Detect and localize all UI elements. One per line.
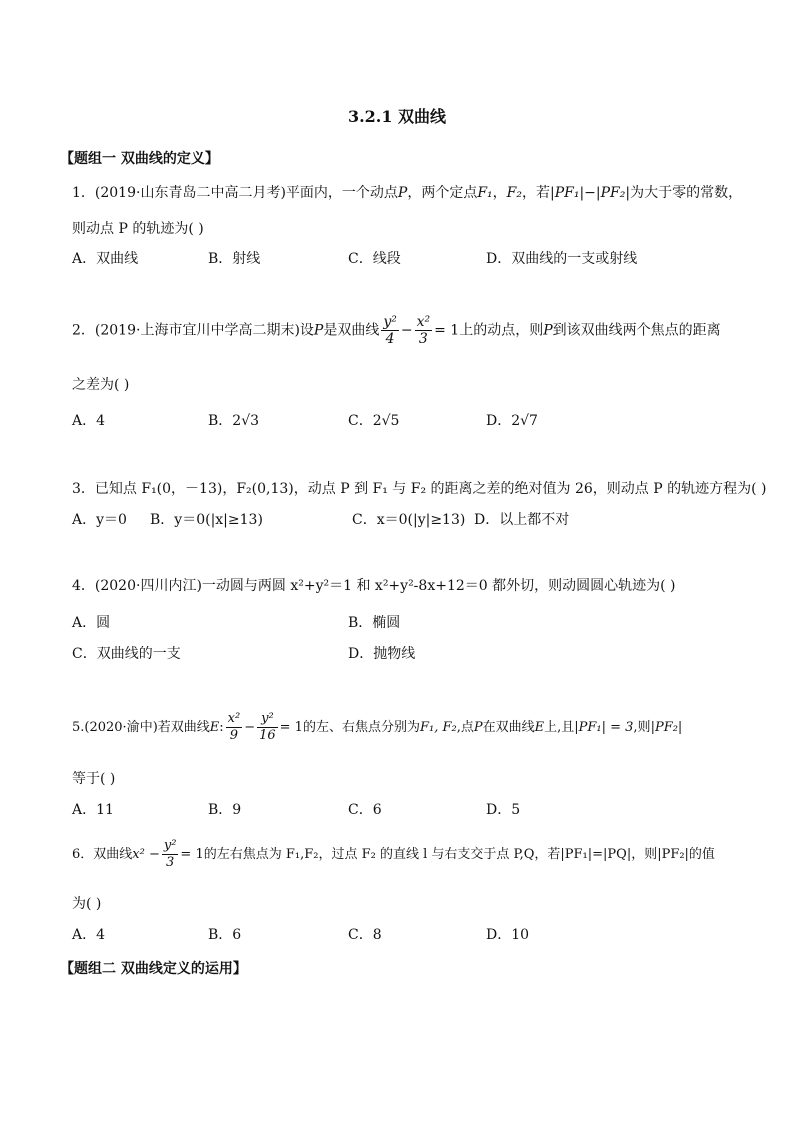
question-6-line-1: 6．双曲线x² − $\frac{\text{y²}}{3}$ = 1的左右焦点为 F₁,F₂，过点 F₂ 的直线 l 与右支交于点 P,Q，若|PF₁|=|PQ|，则|PF₂|的值 — [72, 838, 715, 870]
q2-option-a: A．4 — [72, 413, 106, 429]
page-title: 3.2.1 双曲线 — [347, 107, 447, 126]
q4-option-a: A．圆 — [72, 615, 111, 631]
q6-option-a: A．4 — [72, 927, 106, 943]
q1-option-b: B．射线 — [208, 251, 261, 267]
question-5-line-1: 5.(2020·渝中)若双曲线E: $\frac{\text{x²}}{9}$ − $\frac{\text{y²}}{16}$ = 1的左、右焦点分别为F₁, F₂,点P在双曲线E上,且|PF₁| = 3,则|PF₂| — [72, 711, 683, 743]
q5-option-b: B．9 — [208, 802, 242, 818]
fraction-x2-over-9: $\frac{\text{x²}}{9}$ — [227, 711, 241, 743]
question-5-line-2: 等于( ) — [72, 771, 116, 787]
q4-option-b: B．椭圆 — [348, 615, 401, 631]
q3-option-c: C．x＝0(|y|≥13) — [352, 512, 466, 528]
question-1-line-1: 1．(2019·山东青岛二中高二月考)平面内，一个动点P，两个定点F₁，F₂，若|PF₁|−|PF₂|为大于零的常数， — [72, 185, 743, 201]
question-6-line-2: 为( ) — [72, 896, 102, 912]
q1-option-a: A．双曲线 — [72, 251, 139, 267]
q5-option-a: A．11 — [72, 802, 114, 818]
q5-option-c: C．6 — [348, 802, 382, 818]
fraction-y2-over-16: $\frac{\text{y²}}{16}$ — [259, 711, 276, 743]
q1-option-c: C．线段 — [348, 251, 401, 267]
q1-option-d: D．双曲线的一支或射线 — [486, 251, 638, 267]
question-3-line-1: 3．已知点 F₁(0，－13)，F₂(0,13)，动点 P 到 F₁ 与 F₂ 的距离之差的绝对值为 26，则动点 P 的轨迹方程为( ) — [72, 481, 767, 497]
fraction-y2-over-3: $\frac{\text{y²}}{3}$ — [163, 838, 177, 870]
q4-option-d: D．抛物线 — [348, 646, 416, 662]
q5-option-d: D．5 — [486, 802, 521, 818]
q2-option-c: C．2√5 — [348, 413, 400, 429]
q2-option-d: D．2√7 — [486, 413, 538, 429]
q3-option-b: B．y＝0(|x|≥13) — [150, 512, 263, 528]
section-heading-2: 【题组二 双曲线定义的运用】 — [60, 961, 247, 977]
section-heading-1: 【题组一 双曲线的定义】 — [60, 151, 219, 167]
question-2-line-2: 之差为( ) — [72, 377, 130, 393]
question-2-line-1: 2．(2019·上海市宜川中学高二期末)设P是双曲线 $\frac{\text{y²}}{4}$ − $\frac{\text{x²}}{3}$ = 1上的动点，则P到该双曲线两个焦点的距离 — [72, 314, 721, 347]
q3-option-a: A．y＝0 — [72, 512, 127, 528]
question-4-line-1: 4．(2020·四川内江)一动圆与两圆 x²+y²＝1 和 x²+y²-8x+12＝0 都外切，则动圆圆心轨迹为( ) — [72, 578, 676, 594]
q3-option-d: D．以上都不对 — [474, 512, 570, 528]
q6-option-d: D．10 — [486, 927, 530, 943]
fraction-y2-over-4: $\frac{\text{y²}}{4}$ — [383, 314, 397, 347]
q6-option-b: B．6 — [208, 927, 242, 943]
q6-option-c: C．8 — [348, 927, 382, 943]
question-1-line-2: 则动点 P 的轨迹为( ) — [72, 221, 204, 237]
q2-option-b: B．2√3 — [208, 413, 260, 429]
fraction-x2-over-3: $\frac{\text{x²}}{3}$ — [416, 314, 431, 347]
q4-option-c: C．双曲线的一支 — [72, 646, 181, 662]
